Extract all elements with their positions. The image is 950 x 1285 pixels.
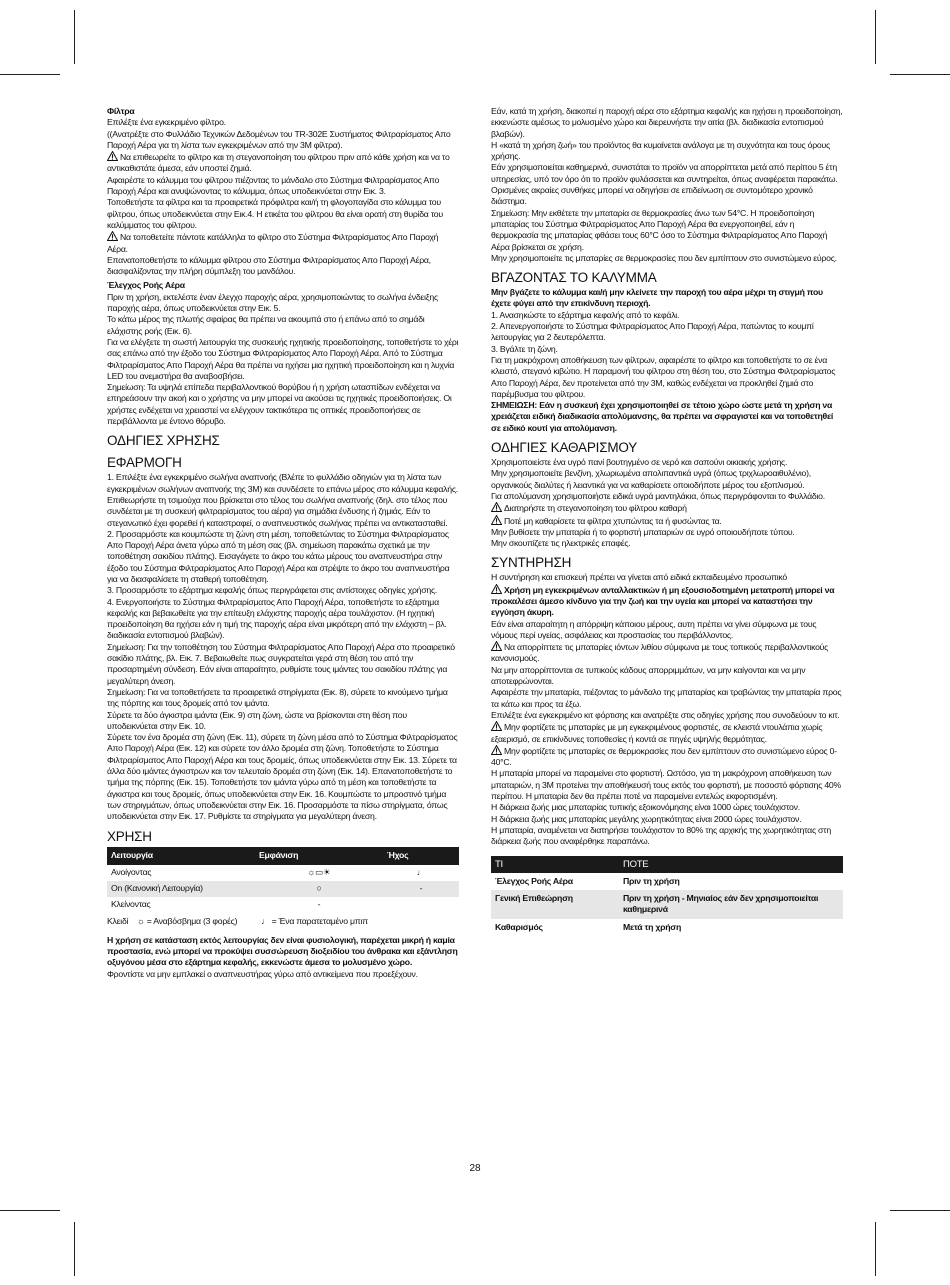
crop-mark — [74, 1222, 75, 1276]
emergency-warning: Η χρήση σε κατάσταση εκτός λειτουργίας δεν είναι φυσιολογική, παρέχεται μικρή ή καμία προστασία, ενώ μπορεί να προκύψει συσσώρευση διοξειδίου του άνθρακα και εξάντληση οξυγόνου μέσα στο εξάρτημα κεφαλής, εκκενώστε άμεσα το μολυσμένο χώρο. — [107, 934, 458, 968]
maintenance-paragraph: Αφαιρέστε την μπαταρία, πιέζοντας το μάνδαλο της μπαταρίας και τραβώντας την μπαταρία προς τα κάτω και προς τα έξω. — [491, 687, 842, 709]
table-header: ΠΟΤΕ — [619, 856, 843, 873]
table-row — [491, 873, 843, 890]
airflow-paragraph: Πριν τη χρήση, εκτελέστε έναν έλεγχο παροχής αέρα, χρησιμοποιώντας το σωλήνα ένδειξης παροχής αέρα, όπως υποδεικνύεται στην Εικ. 5. — [107, 291, 438, 314]
maintenance-heading: ΣΥΝΤΗΡΗΣΗ — [491, 555, 572, 571]
crop-mark — [0, 74, 60, 75]
application-paragraph: Επιθεωρήστε τη τσιμούχα που βρίσκεται στο τέλος του σωλήνα αναπνοής (δηλ. στο τέλος που συνδέεται με τη συσκευή φιλτραρίσματος του αέρα) για σημάδια ένδυσης ή ζημιάς. Εάν το στεγανωτικό έχει φορεθεί ή καταστραφεί, ο αναπνευστικός σωλήνας πρέπει να αντικατασταθεί. — [107, 494, 448, 528]
application-paragraph: Σύρετε τον ένα δρομέα στη ζώνη (Εικ. 11), σύρετε τη ζώνη μέσα από το Σύστημα Φιλτραρίσματος Απο Παροχή Αέρα (Εικ. 12) και σύρετε τον άλλο δρομέα στη ζώνη. Τοποθετήστε το Σύστημα Φιλτραρίσματος Απο Παροχή Αέρα και τους δρομείς, όπως υποδεικνύεται στην Εικ. 13. Σύρετε τα άλλα δύο ιμάντες άγκιστρων και τον τελευταίο δρομέα στη ζώνη (Εικ. 14). Επανατοποθετήστε το τμήμα της πόρπης (Εικ. 15). Τοποθετήστε τον ιμάντα γύρω από τη μέση και τοποθετήστε τα άγκιστρα και τους δρομείς, όπως υποδεικνύεται στην Εικ. 16. Κουμπώστε το μπροστινό τμήμα των στηριγμάτων, όπως υποδεικνύεται στην Εικ. 16. Προσαρμόστε τα πίσω στηρίγματα, όπως υποδεικνύεται στην Εικ. 17. Ρυθμίστε τα στηρίγματα για μεγαλύτερη άνεση. — [107, 732, 458, 822]
cleaning-warning: Ποτέ μη καθαρίσετε τα φίλτρα χτυπώντας τα ή φυσώντας τα. — [504, 515, 722, 526]
intro-paragraph: Ορισμένες ακραίες συνθήκες μπορεί να οδηγήσει σε επιδείνωση σε συντομότερο χρονικό διάστημα. — [491, 185, 813, 207]
cleaning-paragraph: Μην χρησιμοποιείτε βενζίνη, χλωριωμένα απολιπαντικά υγρά (όπως τριχλωροαιθυλένιο), οργανικούς διαλύτες ή λειαντικά για να καθαρίσετε οποιοδήποτε μέρος του εξοπλισμού. — [491, 468, 811, 490]
table-cell: - — [383, 881, 459, 897]
removal-heading: ΒΓΑΖΟΝΤΑΣ ΤΟ ΚΑΛΥΜΜΑ — [491, 270, 657, 286]
maintenance-warning: Μην φορτίζετε τις μπαταρίες σε θερμοκρασίες που δεν εμπίπτουν στο συνιστώμενο εύρος 0-40°C. — [491, 745, 837, 768]
table-cell: Πριν τη χρήση - Μηνιαίος εάν δεν χρησιμοποιείται καθημερινά — [619, 890, 843, 919]
beep-icon: ♩ — [261, 915, 270, 926]
crop-mark — [890, 74, 950, 75]
emergency-note: Φροντίστε να μην εμπλακεί ο αναπνευστήρας γύρω από αντικείμενα που προεξέχουν. — [107, 968, 418, 979]
warning-icon — [491, 502, 502, 512]
crop-mark — [890, 1210, 950, 1211]
key-blink-text: = Αναβόσβημα (3 φορές) — [146, 915, 238, 926]
cleaning-paragraph: Μην σκουπίζετε τις ηλεκτρικές επαφές. — [491, 538, 631, 549]
maintenance-warning: Χρήση μη εγκεκριμένων ανταλλακτικών ή μη εξουσιοδοτημένη μετατροπή μπορεί να προκαλέσει άμεσο κίνδυνο για την ζωή και την υγεία και μπορεί να καταστήσει την εγγύηση άκυρη. — [491, 584, 835, 618]
operation-table — [107, 847, 459, 913]
crop-mark — [875, 10, 876, 64]
table-cell: Μετά τη χρήση — [623, 921, 682, 932]
table-cell: ♩ — [416, 866, 426, 877]
table-cell: - — [317, 898, 321, 909]
table-cell: Ανοίγοντας — [111, 866, 152, 877]
warning-icon — [491, 745, 502, 755]
table-row — [107, 881, 459, 897]
crop-mark — [0, 1210, 60, 1211]
maintenance-paragraph: Να μην απορρίπτονται σε τυπικούς κάδους απορριμμάτων, να μην καίγονται και να μην αποτεφρώνονται. — [491, 664, 806, 687]
filter-warning: Να τοποθετείτε πάντοτε κατάλληλα το φίλτρο στο Σύστημα Φιλτραρίσματος Απο Παροχή Αέρα. — [107, 232, 439, 254]
removal-note: ΣΗΜΕΙΩΣΗ: Εάν η συσκευή έχει χρησιμοποιηθεί σε τέτοιο χώρο ώστε μετά τη χρήση να χρειάζεται ειδική διαδικασία απολύμανσης, θα πρέπει να σφραγιστεί και να τοποθετηθεί σε ειδικό κουτί για απολύμανση. — [491, 400, 834, 433]
maintenance-paragraph: Η διάρκεια ζωής μιας μπαταρίας τυπικής εξοικονόμησης είναι 1000 ώρες τουλάχιστον. — [491, 802, 800, 813]
table-cell: Πριν τη χρήση — [623, 875, 680, 886]
warning-icon — [491, 641, 502, 651]
removal-paragraph: 1. Ανασηκώστε το εξάρτημα κεφαλής από το κεφάλι. — [491, 309, 680, 320]
crop-mark — [875, 1222, 876, 1276]
cleaning-paragraph: Χρησιμοποιείστε ένα υγρό πανί βουτηγμένο σε νερό και σαπούνι οικιακής χρήσης. — [491, 457, 788, 468]
filter-heading: Φίλτρα — [107, 106, 135, 116]
warning-icon — [107, 231, 118, 241]
application-paragraph: Σημείωση: Για να τοποθετήσετε τα προαιρετικά στηρίγματα (Εικ. 8), σύρετε το κινούμενο τμήμα της πόρπης και τους δρομείς από τον ιμάντα. — [107, 686, 448, 709]
maintenance-warning: Μην φορτίζετε τις μπαταρίες με μη εγκεκριμένους φορτιστές, σε κλειστά ντουλάπια χωρίς εξαερισμό, σε επικίνδυνες τοποθεσίες ή κοντά σε πηγές υψηλής θερμότητας. — [491, 722, 823, 744]
key-label: Κλειδί — [107, 915, 129, 926]
table-cell: ○ — [255, 881, 383, 897]
warning-icon — [491, 721, 502, 731]
maintenance-paragraph: Η συντήρηση και επισκευή πρέπει να γίνεται από ειδικά εκπαιδευμένο προσωπικό — [491, 572, 787, 583]
table-header-row — [107, 847, 459, 865]
filter-paragraph: Αφαιρέστε το κάλυμμα του φίλτρου πιέζοντας το μάνδαλο στο Σύστημα Φιλτραρίσματος Απο Παροχή Αέρα και ανυψώνοντας το κάλυμμα, όπως υποδεικνύεται στην Εικ. 3. — [107, 174, 440, 197]
application-paragraph: 3. Προσαρμόστε το εξάρτημα κεφαλής όπως περιγράφεται στις αντίστοιχες οδηγίες χρήσης. — [107, 585, 438, 596]
application-paragraph: Σημείωση: Για την τοποθέτηση του Σύστημα Φιλτραρίσματος Απο Παροχή Αέρα στο προαιρετικό σακίδιο πλάτης, βλ. Εικ. 7. Βεβαιωθείτε πως συγκρατείται γερά στη θέση του από την προσαρτημένη σύνδεση. Εάν είναι απαραίτητο, ρυθμίστε τους ιμάντες του σακιδίου πλάτης για μεγαλύτερη άνεση. — [107, 641, 455, 686]
airflow-paragraph: Για να ελέγξετε τη σωστή λειτουργία της συσκευής ηχητικής προειδοποίησης, τοποθετήστε το χέρι σας επάνω από την έξοδο του Σύστημα Φιλτραρίσματος Απο Παροχή Αέρα. Από το Σύστημα Φιλτραρίσματος Απο Παροχή Αέρα θα πρέπει να ηχήσει μια ηχητική προειδοποίηση και η λυχνία LED του ανεμιστήρα θα αναβοσβήσει. — [107, 336, 459, 381]
table-cell: Καθαρισμός — [495, 921, 543, 932]
airflow-heading: Έλεγχος Ροής Αέρα — [107, 280, 185, 291]
key-beep-text: = Ένα παρατεταμένο μπιπ — [271, 915, 368, 926]
intro-paragraph: Η «κατά τη χρήση ζωή» του προϊόντος θα κυμαίνεται ανάλογα με τη συχνότητα και τους όρους χρήσης. — [491, 139, 830, 162]
crop-mark — [74, 10, 75, 64]
filter-paragraph: Τοποθετήστε τα φίλτρα και τα προαιρετικά πρόφιλτρα και/ή τη φλογοπαγίδα στο κάλυμμα του φίλτρου, όπως υποδεικνύεται στην Εικ.4. Η ετικέτα του φίλτρου θα είναι ορατή στη θυρίδα του καλύμματος του φίλτρου. — [107, 197, 443, 230]
filter-paragraph: ((Ανατρέξτε στο Φυλλάδιο Τεχνικών Δεδομένων του TR-302E Συστήματος Φιλτραρίσματος Απο Παροχή Αέρα για τη λίστα των εγκεκριμένων από την 3M φίλτρα). — [107, 128, 451, 150]
intro-paragraph: Εάν χρησιμοποιείται καθημερινά, συνιστάται το προϊόν να απορρίπτεται μετά από περίπου 5 έτη υπηρεσίας, υπό τον όρο ότι το προϊόν φυλάσσεται και συντηρείται, όπως αναφέρεται παρακάτω. — [491, 162, 838, 184]
application-heading: ΕΦΑΡΜΟΓΗ — [107, 455, 182, 471]
table-row — [107, 865, 459, 881]
maintenance-paragraph: Η διάρκεια ζωής μιας μπαταρίας μεγάλης χωρητικότητας είναι 2000 ώρες τουλάχιστον. — [491, 813, 802, 824]
table-row — [491, 890, 843, 919]
use-heading: ΧΡΗΣΗ — [107, 828, 152, 844]
table-header-row — [491, 856, 843, 873]
removal-paragraph: 3. Βγάλτε τη ζώνη. — [491, 343, 558, 354]
page-number: 28 — [469, 1163, 481, 1174]
filter-paragraph: Επιλέξτε ένα εγκεκριμένο φίλτρο. — [107, 117, 226, 128]
filter-paragraph: Επανατοποθετήστε το κάλυμμα φίλτρου στο Σύστημα Φιλτραρίσματος Απο Παροχή Αέρα, διασφαλίζοντας την πλήρη σύμπλεξη του μανδάλου. — [107, 254, 431, 277]
cleaning-paragraph: Για απολύμανση χρησιμοποιήστε ειδικά υγρά μαντηλάκια, όπως περιγράφονται το Φυλλάδιο. — [491, 490, 825, 501]
maintenance-paragraph: Επιλέξτε ένα εγκεκριμένο κιτ φόρτισης και ανατρέξτε στις οδηγίες χρήσης που συνοδεύουν το κιτ. — [491, 709, 840, 720]
table-cell: ☼▭☀ — [307, 866, 331, 877]
table-row — [107, 897, 459, 913]
warning-icon — [491, 584, 502, 594]
warning-icon — [491, 515, 502, 525]
removal-paragraph: Για τη μακρόχρονη αποθήκευση των φίλτρων, αφαιρέστε το φίλτρο και τοποθετήστε το σε ένα κλειστό, στεγανό κιβώτιο. Η παραμονή του φίλτρου στη θέση του, στο Σύστημα Φιλτραρίσματος Απο Παροχή Αέρα, δεν προτείνεται από την 3M, καθώς ενδέχεται να προκληθεί ζημιά στο παρέμβυσμα του φίλτρου. — [491, 354, 836, 399]
table-key — [107, 916, 459, 927]
blink-icon: ☼ — [136, 915, 145, 926]
left-column — [107, 106, 459, 980]
table-cell — [383, 897, 459, 913]
right-column — [491, 106, 843, 936]
cleaning-warning: Διατηρήστε τη στεγανοποίηση του φίλτρου καθαρή — [504, 503, 687, 514]
maintenance-warning: Να απορρίπτετε τις μπαταρίες ιόντων λιθίου σύμφωνα με τους τοπικούς περιβαλλοντικούς κανονισμούς. — [491, 642, 829, 664]
application-paragraph: 1. Επιλέξτε ένα εγκεκριμένο σωλήνα αναπνοής (Βλέπε το φυλλάδιο οδηγιών για τη λίστα των εγκεκριμένων σωλήνων αναπνοής της 3M) και συνδέσετε το επάνω μέρος στο κάλυμμα κεφαλής. — [107, 472, 458, 494]
table-cell: Κλείνοντας — [111, 898, 151, 909]
intro-paragraph: Εάν, κατά τη χρήση, διακοπεί η παροχή αέρα στο εξάρτημα κεφαλής και ηχήσει η προειδοποίηση, εκκενώστε αμέσως το μολυσμένο χώρο και διερευνήστε την αιτία (βλ. διαδικασία εντοπισμού βλαβών). — [491, 106, 843, 139]
removal-warning: Μην βγάζετε το κάλυμμα και/ή μην κλείνετε την παροχή του αέρα μέχρι τη στιγμή που έχετε φύγει από την επικίνδυνη περιοχή. — [491, 287, 823, 309]
application-paragraph: Σύρετε τα δύο άγκιστρα ιμάντα (Εικ. 9) στη ζώνη, ώστε να βρίσκονται στη θέση που υποδεικνύεται στην Εικ. 10. — [107, 709, 407, 731]
cleaning-heading: ΟΔΗΓΙΕΣ ΚΑΘΑΡΙΣΜΟΥ — [491, 440, 638, 456]
maintenance-paragraph: Η μπαταρία, αναμένεται να διατηρήσει τουλάχιστον το 80% της αρχικής της χωρητικότητας στη διάρκεια ζωής που αναφέρθηκε παραπάνω. — [491, 824, 831, 847]
table-cell: On (Κανονική Λειτουργία) — [107, 881, 255, 897]
airflow-paragraph: Το κάτω μέρος της πλωτής σφαίρας θα πρέπει να ακουμπά στο ή επάνω από το σημάδι ελάχιστης ροής (Εικ. 6). — [107, 314, 425, 336]
maintenance-paragraph: Εάν είναι απαραίτητη η απόρριψη κάποιου μέρους, αυτη πρέπει να γίνει σύμφωνα με τους νόμους περί υγείας, ασφάλειας και προστασίας του περιβάλλοντος. — [491, 618, 817, 640]
filter-warning: Να επιθεωρείτε το φίλτρο και τη στεγανοποίηση του φίλτρου πριν από κάθε χρήση και να το αντικαθιστάτε άμεσα, εάν υποστεί ζημιά. — [107, 152, 450, 174]
table-header: Εμφάνιση — [255, 847, 383, 865]
table-header: ΤΙ — [491, 856, 619, 873]
cleaning-paragraph: Μην βυθίσετε την μπαταρία ή το φορτιστή μπαταριών σε υγρό οποιουδήποτε τύπου. — [491, 526, 795, 537]
table-cell: Γενική Επιθεώρηση — [491, 890, 619, 919]
table-header: Ήχος — [383, 847, 459, 865]
schedule-table — [491, 856, 843, 936]
intro-paragraph: Μην χρησιμοποιείτε τις μπαταρίες σε θερμοκρασίες που δεν εμπίπτουν στο συνιστώμενο εύρος. — [491, 252, 837, 263]
application-paragraph: 4. Ενεργοποιήστε το Σύστημα Φιλτραρίσματος Απο Παροχή Αέρα, τοποθετήστε το εξάρτημα κεφαλής και βεβαιωθείτε για την επίτευξη ελάχιστης παροχής αέρα τουλάχιστον. (Η ηχητική προειδοποίηση θα ηχήσει εάν η τιμή της παροχής αέρα είναι μικρότερη από την ελάχιστη – βλ. διαδικασία εντοπισμού βλαβών). — [107, 596, 447, 641]
warning-icon — [107, 151, 118, 161]
airflow-paragraph: Σημείωση: Τα υψηλά επίπεδα περιβαλλοντικού θορύβου ή η χρήση ωτασπίδων ενδέχεται να επηρεάσουν την ακοή και ο χρήστης να μην μπορεί να ακούσει τις ηχητικές προειδοποιήσεις. Οι χρήστες ενδέχεται να χρειαστεί να ελέγχουν τακτικότερα τις οπτικές προειδοποιήσεις σε περιβάλλοντα με έντονο θόρυβο. — [107, 382, 452, 427]
intro-paragraph: Σημείωση: Μην εκθέτετε την μπαταρία σε θερμοκρασίες άνω των 54°C. Η προειδοποίηση μπαταρίας του Σύστημα Φιλτραρίσματος Απο Παροχή Αέρα θα ενεργοποιηθεί, εάν η θερμοκρασία της μπαταρίας φθάσει τους 60°C όσο το Σύστημα Φιλτραρίσματος Απο Παροχή Αέρα βρίσκεται σε χρήση. — [491, 207, 828, 252]
table-cell: Έλεγχος Ροής Αέρα — [495, 875, 573, 886]
table-header: Λειτουργία — [107, 847, 255, 865]
maintenance-paragraph: Η μπαταρία μπορεί να παραμείνει στο φορτιστή. Ωστόσο, για τη μακρόχρονη αποθήκευση των μπαταριών, η 3M προτείνει την αποθήκευσή τους εκτός του φορτιστή, με ποσοστό φόρτισης 40% περίπου. Η μπαταρία δεν θα πρέπει ποτέ να παραμείνει εντελώς εκφορτισμένη. — [491, 768, 841, 802]
table-row — [491, 919, 843, 936]
application-paragraph: 2. Προσαρμόστε και κουμπώστε τη ζώνη στη μέση, τοποθετώντας το Σύστημα Φιλτραρίσματος Απο Παροχή Αέρα άνετα γύρω από τη μέση σας (βλ. σημείωση παρακάτω σχετικά με την τοποθέτηση σακιδίου πλάτης). Εισαγάγετε το άκρο του κάτω μέρους του αναπνευστήρα στην έξοδο του Σύστημα Φιλτραρίσματος Απο Παροχή Αέρα και στρέψτε το άκρο του αναπνευστήρα για να διασφαλίσετε τη σταθερή τοποθέτηση. — [107, 528, 450, 584]
removal-paragraph: 2. Απενεργοποιήστε το Σύστημα Φιλτραρίσματος Απο Παροχή Αέρα, πατώντας το κουμπί λειτουργίας για 2 δευτερόλεπτα. — [491, 321, 814, 343]
instructions-heading: ΟΔΗΓΙΕΣ ΧΡΗΣΗΣ — [107, 433, 220, 449]
